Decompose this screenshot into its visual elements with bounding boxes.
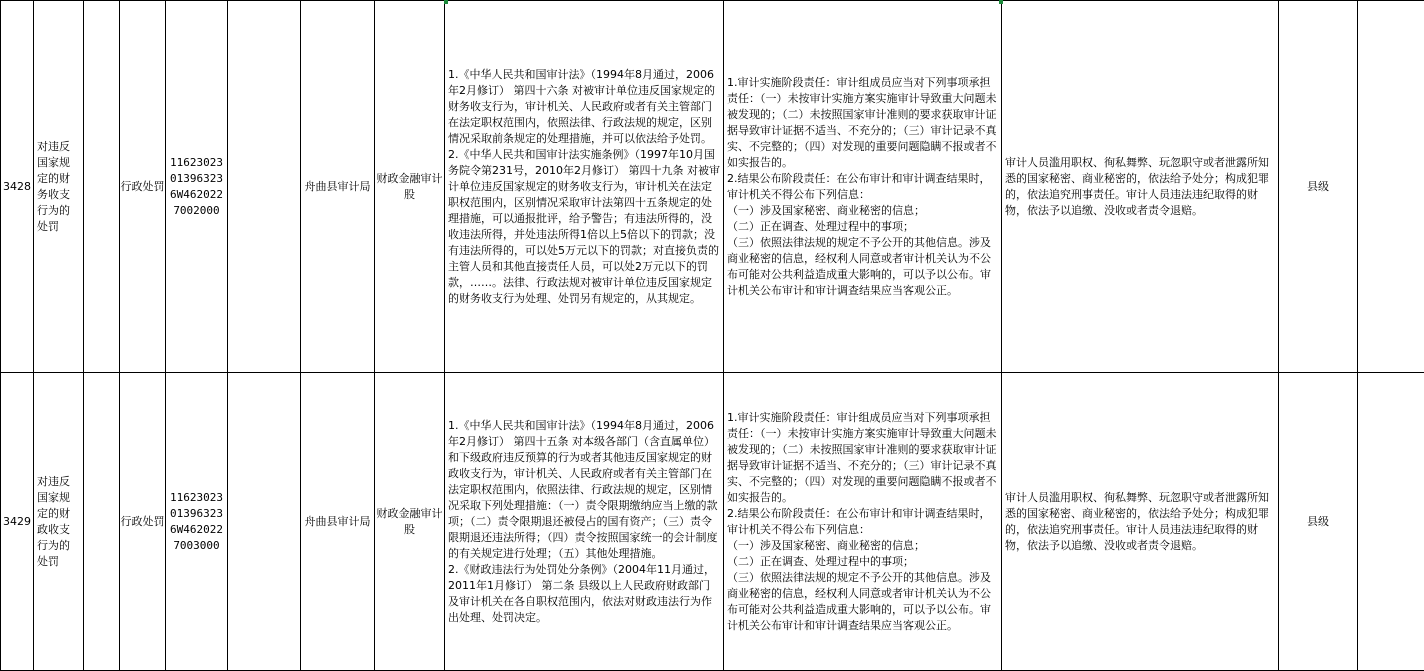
cell-comment-marker — [999, 0, 1003, 4]
type-cell: 行政处罚 — [120, 373, 166, 671]
empty-cell — [228, 1, 301, 373]
item-name-cell: 对违反国家规定的财务收支行为的处罚 — [34, 1, 84, 373]
office-cell: 财政金融审计股 — [375, 373, 445, 671]
legal-basis-cell: 1.《中华人民共和国审计法》（1994年8月通过，2006年2月修订） 第四十六条 对被审计单位违反国家规定的财务收支行为，审计机关、人民政府或者有关主管部门在法定职权范围内，依照法律、行政法规的规定，区别情况采取前条规定的处理措施，并可以依法给予处罚。 2.《中华人民共和国审计法实施条例》（1997年10月国务院令第231号，2010年2月修订） 第四十九条 对被审计单位违反国家规定的财务收支行为，审计机关在法定职权范围内，区别情况采取审计法第四十五条规定的处理措施，可以通报批评，给予警告；有违法所得的，没收违法所得，并处违法所得1倍以上5倍以下的罚款；没有违法所得的，可以处5万元以下的罚款；对直接负责的主管人员和其他直接责任人员，可以处2万元以下的罚款，……。法律、行政法规对被审计单位违反国家规定的财务收支行为处理、处罚另有规定的，从其规定。 — [445, 1, 724, 373]
duty-cell: 1.审计实施阶段责任：审计组成员应当对下列事项承担责任：（一）未按审计实施方案实施审计导致重大问题未被发现的；（二）未按照国家审计准则的要求获取审计证据导致审计证据不适当、不充分的；（三）审计记录不真实、不完整的；（四）对发现的重要问题隐瞒不报或者不如实报告的。 2.结果公布阶段责任：在公布审计和审计调查结果时，审计机关不得公布下列信息： （一）涉及国家秘密、商业秘密的信息； （二）正在调查、处理过程中的事项； （三）依照法律法规的规定不予公开的其他信息。涉及商业秘密的信息，经权利人同意或者审计机关认为不公布可能对公共利益造成重大影响的，可以予以公布。审计机关公布审计和审计调查结果应当客观公正。 — [724, 1, 1002, 373]
accountability-cell: 审计人员滥用职权、徇私舞弊、玩忽职守或者泄露所知悉的国家秘密、商业秘密的，依法给予处分；构成犯罪的，依法追究刑事责任。审计人员违法违纪取得的财物，依法予以追缴、没收或者责令退赔。 — [1002, 373, 1279, 671]
code-cell: 11623023 01396323 6W462022 7002000 — [166, 1, 228, 373]
item-name-cell: 对违反国家规定的财政收支行为的处罚 — [34, 373, 84, 671]
seq-cell: 3429 — [1, 373, 34, 671]
empty-cell — [84, 373, 120, 671]
level-cell: 县级 — [1279, 373, 1358, 671]
code-cell: 11623023 01396323 6W462022 7003000 — [166, 373, 228, 671]
empty-cell — [1358, 373, 1424, 671]
office-cell: 财政金融审计股 — [375, 1, 445, 373]
empty-cell — [1358, 1, 1424, 373]
seq-cell: 3428 — [1, 1, 34, 373]
level-cell: 县级 — [1279, 1, 1358, 373]
empty-cell — [228, 373, 301, 671]
empty-cell — [84, 1, 120, 373]
accountability-cell: 审计人员滥用职权、徇私舞弊、玩忽职守或者泄露所知悉的国家秘密、商业秘密的，依法给予处分；构成犯罪的，依法追究刑事责任。审计人员违法违纪取得的财物，依法予以追缴、没收或者责令退赔。 — [1002, 1, 1279, 373]
type-cell: 行政处罚 — [120, 1, 166, 373]
duty-cell: 1.审计实施阶段责任：审计组成员应当对下列事项承担责任：（一）未按审计实施方案实施审计导致重大问题未被发现的；（二）未按照国家审计准则的要求获取审计证据导致审计证据不适当、不充分的；（三）审计记录不真实、不完整的；（四）对发现的重要问题隐瞒不报或者不如实报告的。 2.结果公布阶段责任：在公布审计和审计调查结果时，审计机关不得公布下列信息： （一）涉及国家秘密、商业秘密的信息； （二）正在调查、处理过程中的事项； （三）依照法律法规的规定不予公开的其他信息。涉及商业秘密的信息，经权利人同意或者审计机关认为不公布可能对公共利益造成重大影响的，可以予以公布。审计机关公布审计和审计调查结果应当客观公正。 — [724, 373, 1002, 671]
cell-comment-marker — [444, 0, 448, 4]
legal-basis-cell: 1.《中华人民共和国审计法》（1994年8月通过，2006年2月修订） 第四十五条 对本级各部门（含直属单位）和下级政府违反预算的行为或者其他违反国家规定的财政收支行为，审计机关、人民政府或者有关主管部门在法定职权范围内，依照法律、行政法规的规定，区别情况采取下列处理措施：（一）责令限期缴纳应当上缴的款项；（二）责令限期退还被侵占的国有资产；（三）责令限期退还违法所得；（四）责令按照国家统一的会计制度的有关规定进行处理；（五）其他处理措施。 2.《财政违法行为处罚处分条例》（2004年11月通过，2011年1月修订） 第二条 县级以上人民政府财政部门及审计机关在各自职权范围内，依法对财政违法行为作出处理、处罚决定。 — [445, 373, 724, 671]
dept-cell: 舟曲县审计局 — [301, 1, 375, 373]
dept-cell: 舟曲县审计局 — [301, 373, 375, 671]
table-row — [1, 1, 1424, 373]
table-row — [1, 373, 1424, 671]
